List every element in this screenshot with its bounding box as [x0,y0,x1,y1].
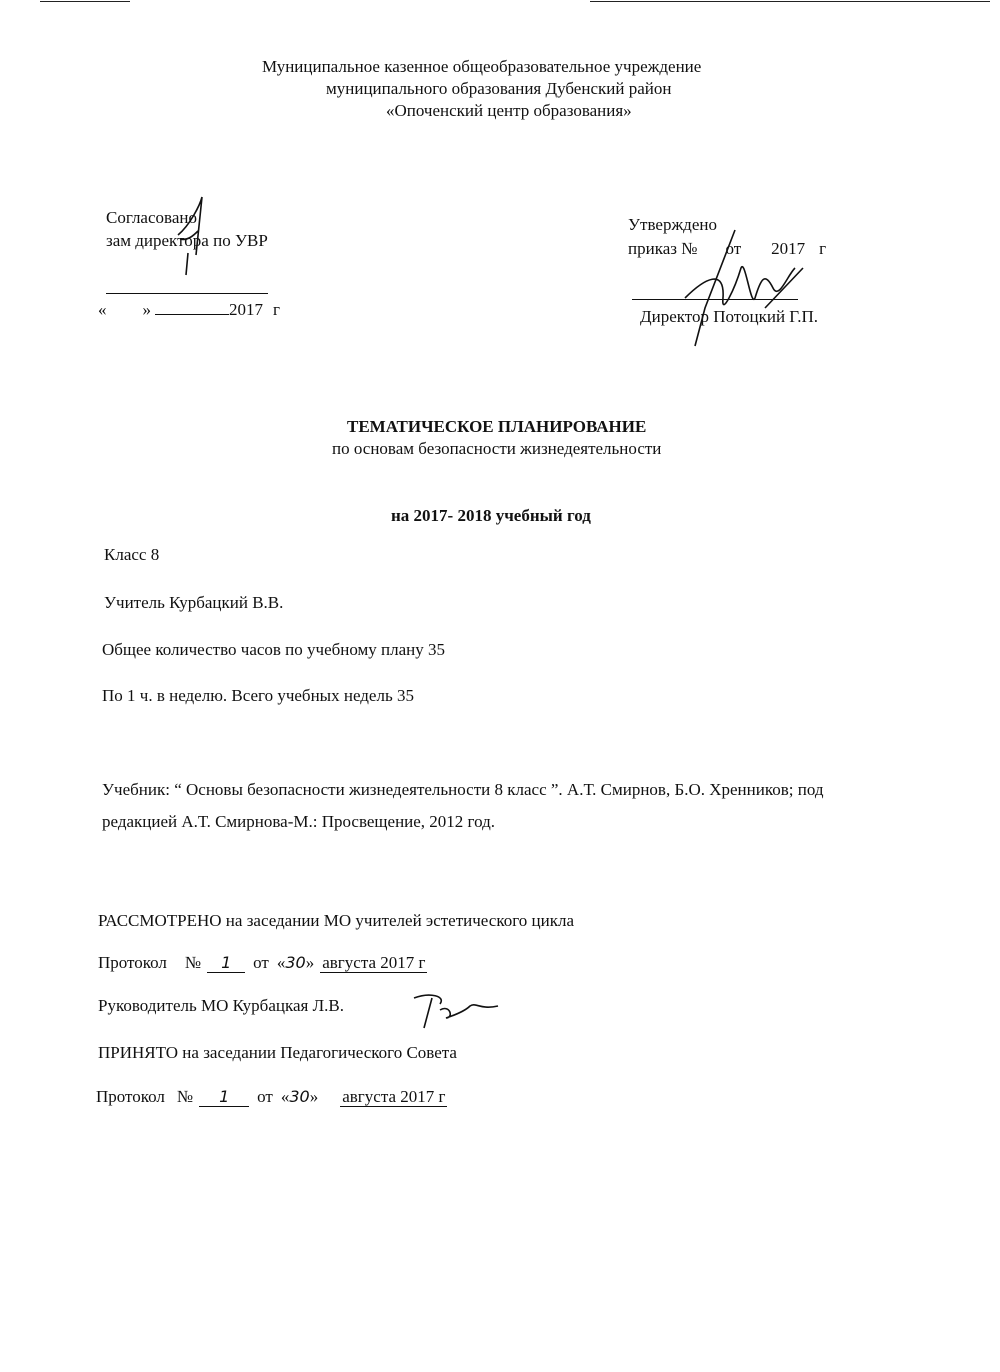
scan-edge-line-right [590,1,990,2]
council-protocol-line: Протокол № 1 от «30» августа 2017 г [96,1087,446,1106]
org-line-1: Муниципальное казенное общеобразовательное учреждение [262,57,702,76]
approved-director: Директор Потоцкий Г.П. [640,307,818,326]
textbook-line-1: Учебник: “ Основы безопасности жизнедеятельности 8 класс ”. А.Т. Смирнов, Б.О. Хренников; под [102,780,824,799]
agreed-date: « » 2017 г [98,300,280,319]
approved-order: приказ № от 2017 г [628,239,827,258]
scan-edge-line-left [40,1,130,2]
textbook-line-2: редакцией А.Т. Смирнова-М.: Просвещение, 2012 год. [102,812,496,831]
academic-year: на 2017- 2018 учебный год [391,506,591,525]
agreed-position: зам директора по УВР [106,231,268,250]
mo-protocol-number: 1 [207,954,245,973]
council-protocol-day: 30 [289,1087,310,1106]
approved-year: 2017 [771,239,806,258]
mo-head-signature [410,990,500,1030]
agreed-label: Согласовано [106,208,197,227]
document-subtitle: по основам безопасности жизнедеятельности [332,439,662,458]
class-line: Класс 8 [104,545,160,564]
mo-reviewed-line: РАССМОТРЕНО на заседании МО учителей эстетического цикла [98,911,574,930]
teacher-line: Учитель Курбацкий В.В. [104,593,284,612]
org-line-3: «Опоченский центр образования» [386,101,632,120]
document-title: ТЕМАТИЧЕСКОЕ ПЛАНИРОВАНИЕ [347,417,647,436]
org-line-2: муниципального образования Дубенский район [326,79,672,98]
total-hours-line: Общее количество часов по учебному плану 35 [102,640,446,659]
council-protocol-date: августа 2017 г [342,1087,446,1106]
council-protocol-number: 1 [199,1088,249,1107]
agreed-year: 2017 [229,300,263,319]
mo-protocol-line: Протокол № 1 от «30» августа 2017 г [98,953,426,972]
mo-head-line: Руководитель МО Курбацкая Л.В. [98,996,344,1015]
mo-protocol-date: августа 2017 г [322,953,426,972]
council-accepted-line: ПРИНЯТО на заседании Педагогического Совета [98,1043,457,1062]
hours-per-week-line: По 1 ч. в неделю. Всего учебных недель 35 [102,686,414,705]
agreed-signature [170,195,210,275]
mo-protocol-day: 30 [285,953,306,972]
agreed-signature-line [106,293,268,294]
approved-label: Утверждено [628,215,717,234]
director-signature [665,228,805,348]
